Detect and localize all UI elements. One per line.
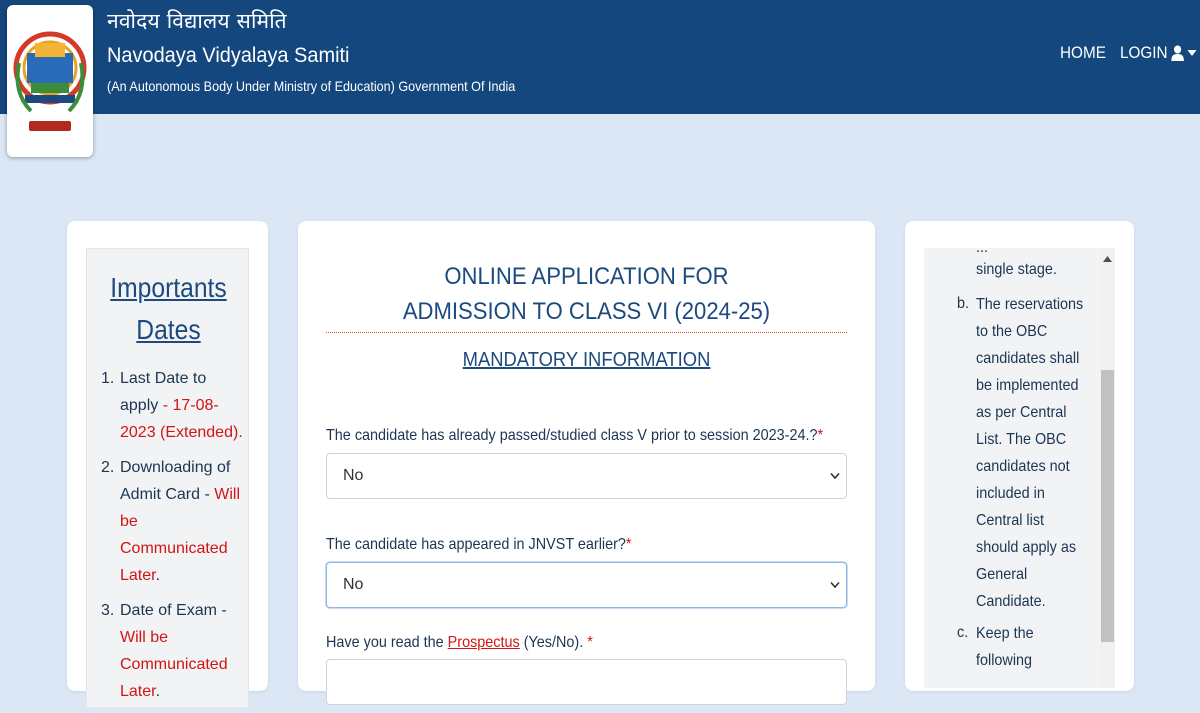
date-suffix: .	[155, 683, 161, 700]
chevron-down-icon	[830, 472, 840, 480]
required-marker: *	[817, 427, 824, 444]
jnvst-select[interactable]	[326, 562, 847, 608]
question-text: The candidate has appeared in JNVST earlier?	[326, 536, 626, 553]
instruction-partial-line: ...	[976, 239, 989, 256]
class5-select[interactable]	[326, 453, 847, 499]
instructions-scroll-area[interactable]	[924, 239, 1115, 688]
instruction-marker-b: b.	[957, 295, 970, 312]
date-label: Last Date to apply	[120, 370, 207, 414]
date-label: Downloading of Admit Card -	[120, 459, 231, 503]
date-suffix: .	[155, 567, 161, 584]
list-item	[101, 365, 247, 446]
user-icon	[1171, 45, 1184, 61]
org-name-hindi: नवोदय विद्यालय समिति	[107, 9, 287, 33]
nvs-logo[interactable]	[7, 5, 93, 157]
instruction-line: single stage.	[976, 261, 1057, 278]
select-value: No	[343, 576, 364, 593]
list-number: 3.	[101, 602, 115, 619]
title-divider	[326, 332, 847, 333]
date-value: - 17-08-2023 (Extended)	[120, 397, 239, 441]
nav-home-link[interactable]: HOME	[1060, 43, 1106, 62]
instruction-marker-c: c.	[957, 624, 969, 641]
question-text: The candidate has already passed/studied class V prior to session 2023-24.?	[326, 427, 818, 444]
scroll-up-arrow-icon[interactable]	[1103, 256, 1112, 262]
list-number: 2.	[101, 459, 115, 476]
date-value: Will be Communicated Later	[120, 629, 228, 700]
org-name-english: Navodaya Vidyalaya Samiti	[107, 44, 350, 67]
instruction-b-text: The reservations to the OBC candidates shall be implemented as per Central List. The OBC candidates not included in Central list should apply as General Candidate.	[976, 296, 1084, 610]
instructions-panel	[905, 221, 1134, 691]
question-text-suffix: (Yes/No).	[519, 634, 588, 651]
important-dates-title: Importants Dates	[110, 272, 227, 345]
important-dates-list	[101, 365, 247, 713]
required-marker: *	[625, 536, 632, 553]
select-value: No	[343, 467, 364, 484]
scrollbar-thumb[interactable]	[1101, 370, 1114, 642]
date-value: Will be Communicated Later	[120, 486, 241, 584]
prospectus-select[interactable]	[326, 659, 847, 705]
list-item	[101, 597, 247, 705]
date-suffix: .	[238, 424, 243, 441]
date-label: Date of Exam -	[120, 602, 227, 619]
important-dates-box	[86, 248, 249, 708]
application-form-panel	[298, 221, 875, 691]
list-item	[101, 454, 247, 589]
question-label-jnvst	[326, 536, 632, 554]
question-label-class5	[326, 427, 823, 445]
caret-down-icon	[1187, 49, 1196, 57]
important-dates-panel	[67, 221, 268, 700]
required-marker: *	[587, 634, 593, 651]
list-number: 1.	[101, 370, 115, 387]
form-title-line2: ADMISSION TO CLASS VI (2024-25)	[402, 298, 771, 325]
top-header	[0, 0, 1200, 114]
instructions-scrollbar[interactable]	[1100, 248, 1115, 688]
nav-login-dropdown[interactable]	[1120, 43, 1196, 63]
question-text: Have you read the	[326, 634, 448, 651]
prospectus-link[interactable]: Prospectus	[447, 634, 520, 651]
org-subtitle: (An Autonomous Body Under Ministry of Education) Government Of India	[107, 78, 516, 94]
chevron-down-icon	[830, 581, 840, 589]
form-title-line1: ONLINE APPLICATION FOR	[444, 263, 729, 290]
nav-login-label: LOGIN	[1120, 43, 1168, 62]
question-label-prospectus	[326, 634, 593, 652]
instruction-c-text: Keep the following	[976, 625, 1034, 669]
form-title	[321, 259, 852, 329]
nvs-emblem-icon	[11, 13, 89, 149]
section-title: MANDATORY INFORMATION	[462, 349, 711, 371]
